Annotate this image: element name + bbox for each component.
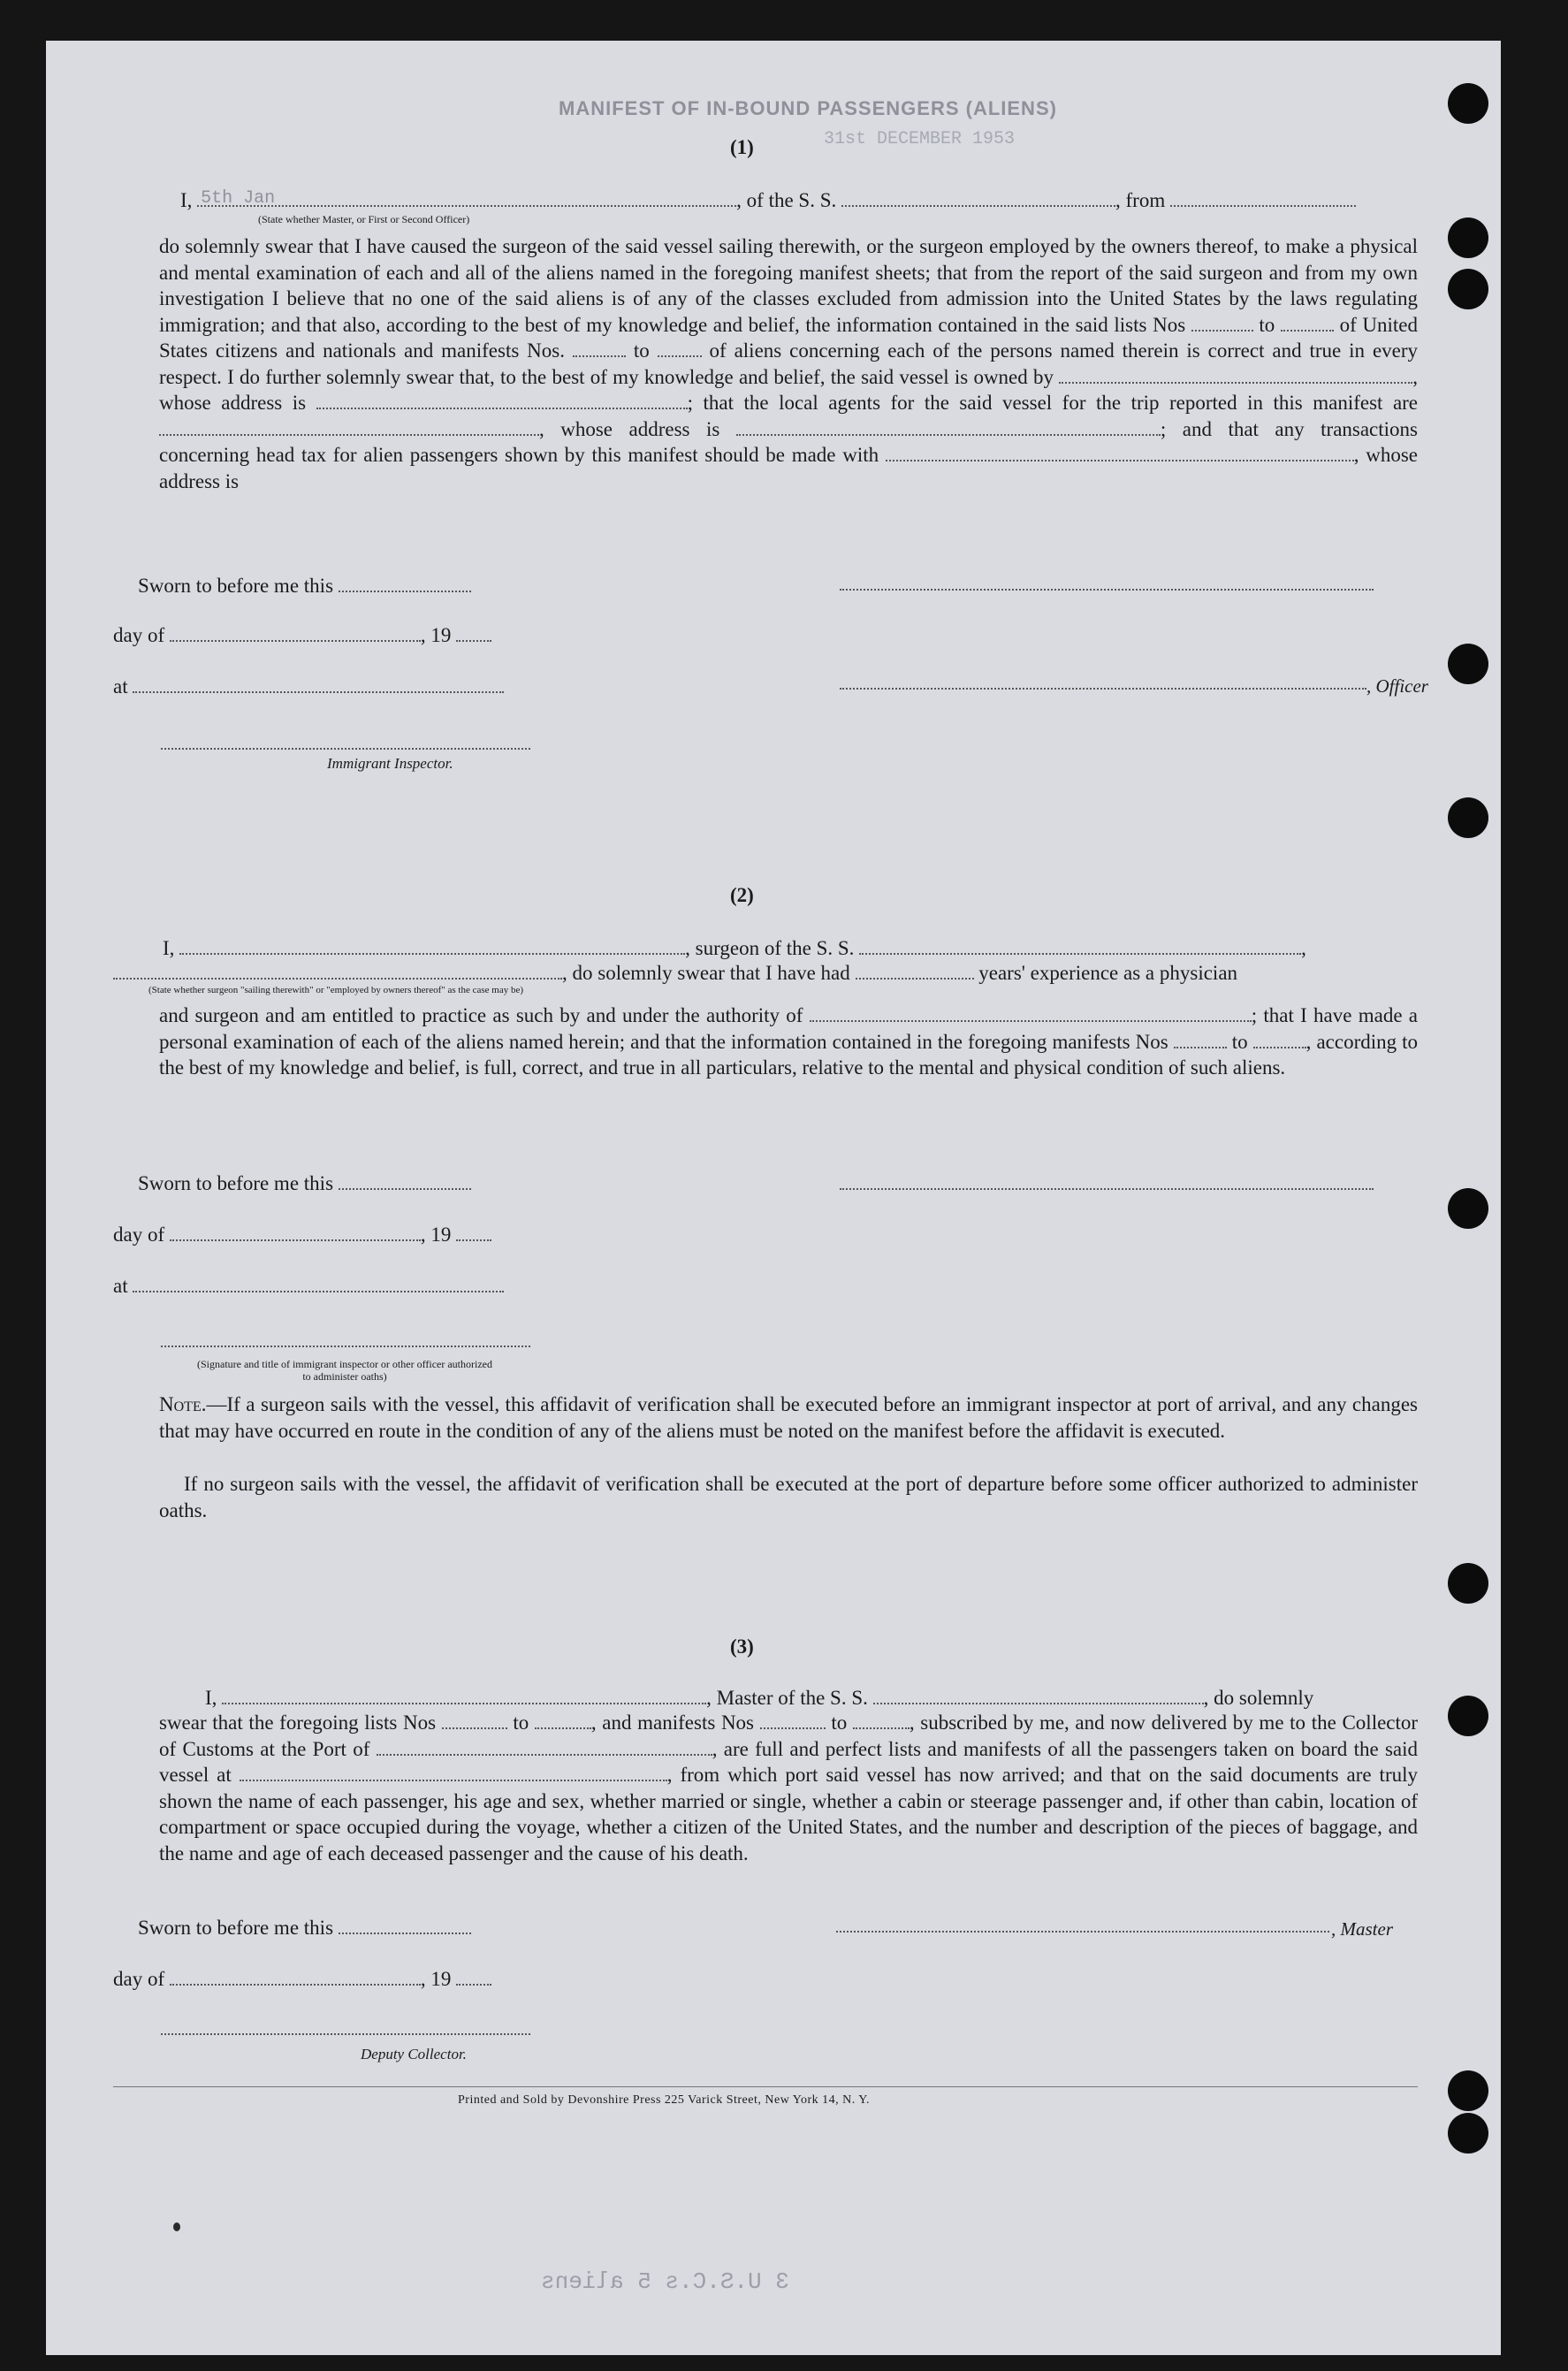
punch-hole [1448, 83, 1488, 124]
agents-field[interactable] [159, 418, 539, 436]
bleed-through-title: MANIFEST OF IN-BOUND PASSENGERS (ALIENS) [559, 97, 1057, 119]
section-3-oath-paragraph [159, 1710, 1418, 1866]
authority-text: and surgeon and am entitled to practice as such by and under the authority of [159, 1004, 803, 1026]
of-the-ss-label: , of the S. S. [736, 189, 837, 211]
sworn-date-field[interactable] [339, 1917, 471, 1934]
vessel-name-field[interactable] [841, 189, 1115, 207]
i-label: I, [205, 1687, 217, 1709]
whose-address-label-3: , whose address is [159, 444, 1419, 492]
section-3-heading: (3) [730, 1635, 754, 1658]
officer-signature-line[interactable] [840, 688, 1366, 690]
footer-rule [113, 2086, 1418, 2087]
from-which-text: , from which [666, 1764, 778, 1786]
agents-address-field[interactable] [736, 418, 1161, 436]
master-line [180, 189, 1356, 212]
at-place-field[interactable] [133, 1275, 504, 1292]
authority-field[interactable] [810, 1004, 1252, 1022]
inspector-signature-line[interactable] [161, 748, 530, 750]
surgeon-swear-line [113, 962, 1237, 985]
punch-hole [1448, 2113, 1488, 2154]
whose-address-label: , whose address is [159, 365, 1419, 414]
at-place-field[interactable] [133, 675, 504, 693]
sworn-date-field[interactable] [339, 575, 471, 592]
sworn-label: Sworn to before me this [138, 1172, 334, 1194]
master-name-value: 5th Jan [201, 188, 276, 209]
citizens-mid-text: of aliens concerning each of the persons named therein is correct and true in every respect. I do further solemnly swear that, to the best of my knowledge and belief, [159, 339, 1419, 388]
i-label: I, [180, 189, 193, 211]
vessel-name-field[interactable] [873, 1687, 1204, 1704]
at-line-2 [113, 1275, 504, 1298]
sworn-line-1 [138, 575, 471, 598]
section-1-oath-paragraph: do solemnly swear that I have caused the surgeon of the said vessel sailing therewith, or the surgeon employed by the owners thereof, to make a physical and mental examination of each and all of the aliens named in the foregoing manifest sheets; that from the report of the said surgeon and from my own investigation I believe that no one of the said aliens is of any of the classes excluded from admission into the United States by the laws regulating immigration; and that also, according to the best of my knowledge and belief, the information contained in the said lists Nos to of United States citizens and nationals and manifests Nos. to of aliens concerning each of the persons named therein is correct and true in every respect. I do further solemnly swear that, to the best of my knowledge and belief, the said vessel is owned by , whose address is ; that the local agents for the said vessel for the trip reported in this manifest are , whose address is ; and that any transactions concerning head tax for alien passengers shown by this manifest should be made with , whose address is [159, 235, 1419, 492]
and-manifests-text: , and manifests Nos [590, 1712, 755, 1734]
to-label: to [513, 1712, 529, 1734]
year-label: , 19 [420, 624, 452, 646]
head-tax-contact-field[interactable] [886, 444, 1354, 461]
citizens-text: of United States citizens and nationals and manifests Nos. [159, 313, 1418, 362]
i-label: I, [163, 937, 175, 959]
whose-address-label-2: whose address is [560, 417, 720, 440]
at-label: at [113, 675, 128, 698]
swear-text: do solemnly swear that I have caused the surgeon of the said vessel sailing therewith, or the surgeon employed by the owners thereof, to make a physical and mental examination of each and all of the aliens named in the foregoing manifest sheets; that from the report of the said surgeon and from my own investigation I believe that no one of the said aliens is of any of the classes excluded from admission into the United States by the laws regulating immigration; and that also, according to the best of my knowledge and belief, the information contained in the said lists Nos [159, 235, 1418, 336]
day-of-label: day of [113, 1968, 165, 1990]
surgeon-of-ss-label: , surgeon of the S. S. [685, 937, 855, 959]
to-label: to [1259, 313, 1275, 336]
at-line-1 [113, 675, 504, 698]
ink-speck [173, 2222, 180, 2231]
year-label: , 19 [420, 1968, 452, 1990]
master-name-field[interactable] [222, 1687, 706, 1704]
signature-note: (Signature and title of immigrant inspector or other officer authorized to administer oaths) [196, 1358, 492, 1383]
manifests-all-text: manifests of all the passengers taken on board the said vessel at [159, 1737, 1419, 1786]
manifests-to-field[interactable] [1253, 1031, 1306, 1048]
swear-lists-text: swear that the foregoing lists Nos [159, 1712, 437, 1734]
year-field[interactable] [456, 1224, 491, 1241]
day-of-line-3 [113, 1968, 491, 1991]
surgeon-name-field[interactable] [179, 937, 685, 955]
at-label: at [113, 1275, 128, 1297]
examination-text: that I have made a personal examination of each of the aliens named herein; and that the information contained in the foregoing manifests Nos [159, 1004, 1418, 1053]
note-2-paragraph: If no surgeon sails with the vessel, the affidavit of verification shall be executed at the port of departure before some officer authorized to administer oaths. [159, 1473, 1418, 1521]
sworn-line-3 [138, 1917, 471, 1940]
citizen-lists-to-field[interactable] [1281, 314, 1334, 332]
to-label: to [831, 1712, 848, 1734]
master-signature-line[interactable] [836, 1931, 1329, 1933]
note-label: Note. [159, 1393, 207, 1415]
to-label: to [1231, 1030, 1248, 1053]
years-field[interactable] [856, 962, 974, 980]
year-label: , 19 [420, 1224, 452, 1246]
manifests-from-field[interactable] [573, 339, 626, 357]
full-perfect-text: , are full and perfect lists and [712, 1737, 957, 1760]
owner-field[interactable] [1059, 366, 1412, 384]
swear-text: , do solemnly swear that I have had [562, 962, 850, 984]
surgeon-state-note: (State whether surgeon "sailing therewith" or "employed by owners thereof" as the case may be) [148, 985, 524, 995]
delivered-text: delivered by me to the Collector of Customs at the Port of [159, 1712, 1419, 1760]
citizen-lists-from-field[interactable] [1191, 314, 1253, 332]
year-field[interactable] [456, 624, 491, 642]
bleed-through-date: 31st DECEMBER 1953 [824, 129, 1016, 149]
years-label: years' experience as a physician [978, 962, 1238, 984]
manifests-to-field[interactable] [658, 339, 702, 357]
passengers-text: passengers shown by this manifest should be made with [409, 444, 879, 466]
head-tax-text: ; and that any transactions concerning head tax for alien [159, 417, 1418, 466]
immigrant-inspector-label: Immigrant Inspector. [327, 755, 453, 772]
examination-end-text: , according to the best of my knowledge and belief, is full, correct, and true in all particulars, relative to the mental and physical condition of such aliens. [159, 1030, 1419, 1079]
day-of-field[interactable] [170, 1224, 421, 1241]
port-text: port said vessel has now arrived; and that on the said documents are truly shown the name of each passenger, his age and sex, whether married or single, whether a cabin or steerage passenger and, if other than cabin, location of compartment or space occupied during the voyage, whether a citizen of the United States, and the number and description of the pieces of baggage, and the name and age of each deceased passenger and the cause of his death. [159, 1764, 1418, 1864]
punch-hole [1448, 269, 1488, 309]
to-label: to [633, 339, 650, 362]
section-2-heading: (2) [730, 884, 754, 906]
deputy-signature-line[interactable] [161, 2033, 530, 2035]
owner-address-field[interactable] [316, 392, 688, 409]
sworn-date-field[interactable] [339, 1172, 471, 1190]
surgeon-line: I, , surgeon of the S. S. , [163, 937, 1306, 959]
printer-credit: Printed and Sold by Devonshire Press 225 Varick Street, New York 14, N. Y. [458, 2093, 871, 2107]
punch-hole [1448, 1188, 1488, 1229]
lists-to-field[interactable] [535, 1712, 591, 1729]
document-page [46, 41, 1501, 2355]
master-state-note: (State whether Master, or First or Second Officer) [258, 213, 470, 225]
mirrored-stamp: 3 U.S.C.s 5 aliens [541, 2268, 789, 2295]
day-of-line-1 [113, 624, 491, 647]
section-1-heading: (1) [730, 136, 754, 158]
sworn-label: Sworn to before me this [138, 575, 334, 597]
day-of-label: day of [113, 1224, 165, 1246]
owned-by-label: the said vessel is owned by [830, 365, 1054, 388]
section-2-oath-paragraph: and surgeon and am entitled to practice as such by and under the authority of ; that I have made a personal examination of each of the aliens named herein; and that the information contained in the foregoing manifests Nos to , according to the best of my knowledge and belief, is full, correct, and true in all particulars, relative to the mental and physical condition of such aliens. [159, 1004, 1419, 1079]
surgeon-vessel-field[interactable] [859, 937, 1301, 955]
deputy-collector-label: Deputy Collector. [361, 2046, 467, 2062]
note-1-text: —If a surgeon sails with the vessel, this affidavit of verification shall be executed before an immigrant inspector at port of arrival, and any changes that may have occurred en route in the condition of any of the aliens must be noted on the manifest before the affidavit is executed. [159, 1393, 1418, 1442]
lists-from-field[interactable] [442, 1712, 507, 1729]
customs-port-field[interactable] [377, 1738, 712, 1756]
punch-hole [1448, 2070, 1488, 2111]
punch-hole [1448, 1696, 1488, 1736]
surgeon-type-field[interactable] [113, 962, 562, 980]
master-ss-line [205, 1687, 1313, 1710]
officer-label: , Officer [1366, 675, 1428, 697]
day-of-line-2 [113, 1224, 491, 1246]
note-paragraph [159, 1391, 1418, 1444]
surgeon-signature-line[interactable] [840, 1188, 1374, 1190]
boarding-port-field[interactable] [240, 1764, 667, 1781]
master-signature-line[interactable] [840, 589, 1374, 591]
day-of-field[interactable] [170, 624, 421, 642]
from-port-field[interactable] [1170, 189, 1356, 207]
master-of-ss-label: , Master of the S. S. [706, 1687, 868, 1709]
agents-label: that the local agents for the said vessel for the trip reported in this manifest are [703, 392, 1419, 414]
day-of-label: day of [113, 624, 165, 646]
manifests-to-field[interactable] [853, 1712, 910, 1729]
master-sig-label: , Master [1331, 1918, 1393, 1940]
punch-hole [1448, 797, 1488, 838]
punch-hole [1448, 217, 1488, 258]
day-of-field[interactable] [170, 1968, 421, 1986]
manifests-from-field[interactable] [1174, 1031, 1227, 1048]
sworn-label: Sworn to before me this [138, 1917, 334, 1939]
punch-hole [1448, 1563, 1488, 1604]
sworn-line-2 [138, 1172, 471, 1195]
solemnly-label: , do solemnly [1203, 1687, 1314, 1709]
officer-signature-line[interactable] [161, 1346, 530, 1347]
subscribed-text: , subscribed by me, and now [909, 1712, 1146, 1734]
year-field[interactable] [456, 1968, 491, 1986]
from-label: , from [1115, 189, 1166, 211]
master-name-field[interactable] [197, 189, 736, 207]
punch-hole [1448, 644, 1488, 684]
manifests-from-field[interactable] [760, 1712, 826, 1729]
